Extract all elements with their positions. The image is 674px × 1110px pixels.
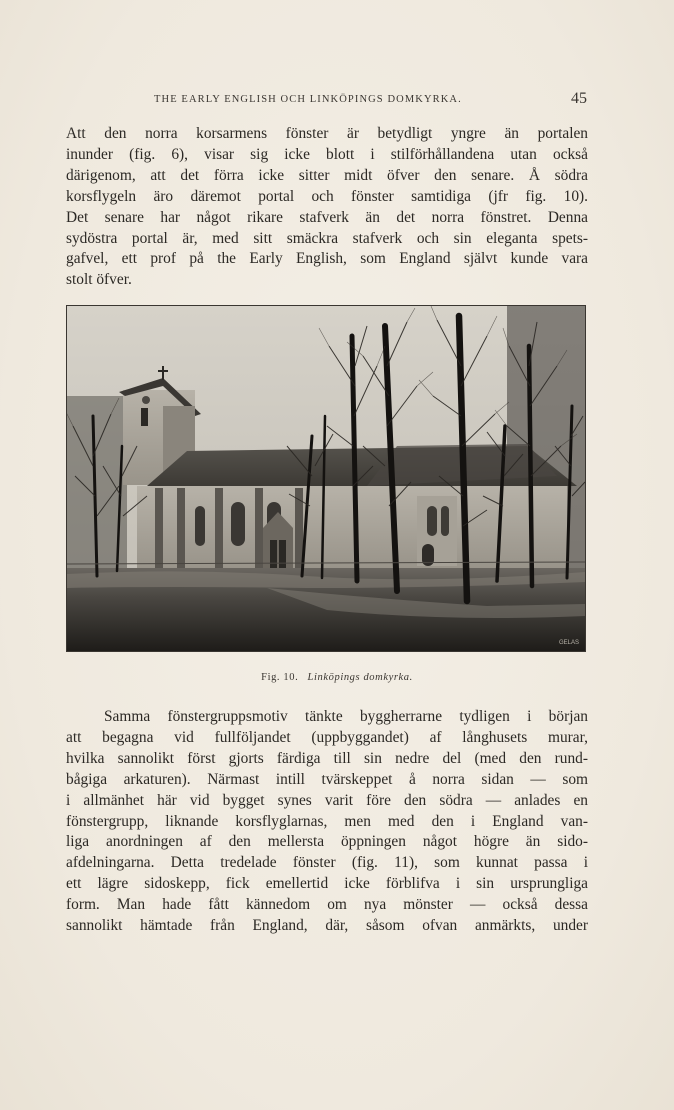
text-line: liga anordningen af den mellersta öppningen något högre än sido- [66,833,588,851]
church-photograph [66,305,586,652]
paragraph-2 [66,707,588,937]
text-line: Samma fönstergruppsmotiv tänkte byggherrarne tydligen i början [104,708,588,725]
text-line: afdelningarna. Detta tredelade fönster (fig. 11), som kunnat passa i [66,854,588,872]
text-line: sannolikt hämtade från England, där, såsom ofvan anmärkts, under [66,917,588,935]
text-line: sydöstra portal är, med sitt smäckra stafverk och sin eleganta spets- [66,229,588,247]
text-line: form. Man hade fått kännedom om nya mönster — också dessa [66,896,588,914]
text-line: Att den norra korsarmens fönster är betydligt yngre än portalen [66,125,588,142]
text-line: fönstergrupp, liknande korsflyglarnas, men med den i England van- [66,812,588,830]
text-line: ett lägre sidoskepp, fick emellertid icke förblifva i sin ursprungliga [66,875,588,893]
caption-label: Fig. 10. [261,672,299,683]
text-line: att begagna vid fullföljandet (uppbyggandet) af långhusets murar, [66,728,588,746]
text-line: stolt öfver. [66,271,132,289]
paragraph-1 [66,124,588,291]
text-line: därigenom, att det förra icke sitter midt öfver den senare. Å södra [66,166,588,184]
text-line: Det senare har något rikare stafverk än det norra fönstret. Denna [66,208,588,226]
text-line: korsflygeln äro däremot portal och fönster samtidiga (jfr fig. 10). [66,187,588,205]
page-number: 45 [571,90,587,107]
text-line: i allmänhet här vid bygget synes varit före den södra — anlades en [66,791,588,809]
figure-caption [0,672,674,683]
text-line: hvilka sannolikt först gjorts färdiga till sin nedre del (med den rund- [66,749,588,767]
text-line: inunder (fig. 6), visar sig icke blott i stilförhållandena utan också [66,145,588,163]
text-line: gafvel, ett prof på the Early English, som England självt kunde vara [66,250,588,268]
caption-title: Linköpings domkyrka. [307,672,413,683]
text-line: bågiga arkaturen). Närmast intill tvärskeppet å norra sidan — som [66,770,588,788]
running-head: THE EARLY ENGLISH OCH LINKÖPINGS DOMKYRKA. [154,94,462,105]
engraver-mark: GELAS [559,640,580,646]
